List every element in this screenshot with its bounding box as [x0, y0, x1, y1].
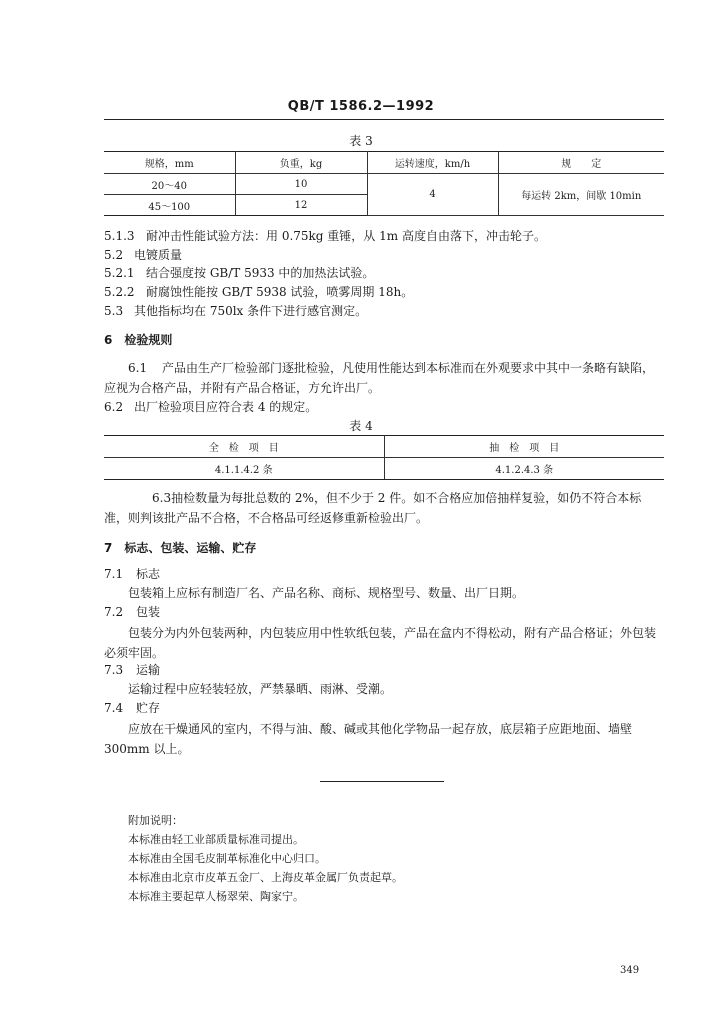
note-line: 本标准由全国毛皮制革标准化中心归口。 — [128, 852, 326, 865]
clause-number: 6.3 — [152, 491, 172, 505]
table3-header-spec: 规格，mm — [104, 152, 235, 174]
clause-6-1 — [104, 358, 664, 398]
clause-text: 出厂检验项目应符合表 4 的规定。 — [134, 400, 318, 414]
clause-title: 贮存 — [136, 701, 161, 715]
table3-caption: 表 3 — [349, 134, 373, 148]
clause-5-2-1 — [104, 265, 664, 281]
section-6-title: 6 检验规则 — [104, 333, 173, 347]
clause-number: 5.2.2 — [104, 285, 135, 299]
notes-title: 附加说明： — [128, 814, 183, 827]
table4-caption: 表 4 — [349, 419, 373, 433]
table3-cell-load: 12 — [235, 195, 367, 216]
table4-header-full-inspection: 全 检 项 目 — [104, 436, 384, 458]
clause-7-1-heading — [104, 566, 664, 582]
page-number: 349 — [620, 965, 640, 976]
clause-number: 5.2 — [104, 248, 124, 262]
note-line: 本标准由轻工业部质量标准司提出。 — [128, 833, 304, 846]
clause-7-3-text: 运输过程中应轻装轻放，严禁暴晒、雨淋、受潮。 — [128, 682, 393, 696]
clause-7-4-text — [104, 719, 664, 759]
clause-text: 电镀质量 — [134, 248, 183, 262]
clause-5-1-3 — [104, 228, 664, 244]
clause-5-3 — [104, 303, 664, 319]
table4-header-sampling: 抽 检 项 目 — [384, 436, 664, 458]
table4 — [104, 435, 664, 480]
clause-5-2-2 — [104, 284, 664, 300]
clause-number: 7.2 — [104, 605, 124, 619]
clause-number: 5.2.1 — [104, 266, 135, 280]
clause-text: 包装分为内外包装两种，内包装应用中性软纸包装，产品在盒内不得松动，附有产品合格证；外包装必须牢固。 — [104, 626, 657, 660]
clause-text: 耐冲击性能试验方法：用 0.75kg 重锤，从 1m 高度自由落下，冲击轮子。 — [146, 229, 546, 243]
table4-cell-full-inspection: 4.1.1.4.2 条 — [104, 458, 384, 480]
table3-header-load: 负重，kg — [235, 152, 367, 174]
section-7-title: 7 标志、包装、运输、贮存 — [104, 541, 257, 555]
clause-7-1-text: 包装箱上应标有制造厂名、产品名称、商标、规格型号、数量、出厂日期。 — [128, 586, 525, 600]
clause-7-2-text — [104, 623, 664, 663]
clause-title: 包装 — [136, 605, 161, 619]
table3-cell-speed: 4 — [367, 174, 498, 216]
table3-cell-rule: 每运转 2km，间歇 10min — [498, 174, 664, 216]
standard-code-header: QB/T 1586.2—1992 — [287, 99, 435, 114]
clause-5-2 — [104, 247, 664, 263]
clause-text: 其他指标均在 750lx 条件下进行感官测定。 — [134, 304, 368, 318]
clause-text: 抽检数量为每批总数的 2%，但不少于 2 件。如不合格应加倍抽样复验，如仍不符合本标准，则判该批产品不合格，不合格品可经返修重新检验出厂。 — [104, 491, 642, 525]
clause-6-2 — [104, 399, 664, 415]
note-line: 本标准由北京市皮革五金厂、上海皮革金属厂负责起草。 — [128, 871, 403, 884]
note-line: 本标准主要起草人杨翠荣、陶家宁。 — [128, 890, 304, 903]
table3-cell-spec: 20～40 — [104, 174, 235, 195]
table3 — [104, 151, 664, 216]
clause-text: 耐腐蚀性能按 GB/T 5938 试验，喷雾周期 18h。 — [146, 285, 414, 299]
clause-7-4-heading — [104, 700, 664, 716]
header-rule — [104, 119, 664, 120]
clause-number: 5.3 — [104, 304, 124, 318]
clause-text: 应放在干燥通风的室内，不得与油、酸、碱或其他化学物品一起存放，底层箱子应距地面、墙壁 300mm 以上。 — [104, 722, 633, 756]
end-rule — [320, 781, 444, 782]
table3-cell-spec: 45～100 — [104, 195, 235, 216]
clause-7-2-heading — [104, 604, 664, 620]
clause-text: 产品由生产厂检验部门逐批检验，凡使用性能达到本标准而在外观要求中其中一条略有缺陷，应视为合格产品，并附有产品合格证，方允许出厂。 — [104, 361, 655, 395]
table4-cell-sampling: 4.1.2.4.3 条 — [384, 458, 664, 480]
clause-number: 6.2 — [104, 400, 124, 414]
table3-cell-load: 10 — [235, 174, 367, 195]
clause-text: 结合强度按 GB/T 5933 中的加热法试验。 — [146, 266, 375, 280]
clause-number: 7.3 — [104, 663, 124, 677]
clause-number: 7.4 — [104, 701, 124, 715]
clause-number: 6.1 — [128, 361, 148, 375]
clause-6-3 — [104, 488, 664, 528]
clause-title: 运输 — [136, 663, 161, 677]
clause-title: 标志 — [136, 567, 161, 581]
clause-7-3-heading — [104, 662, 664, 678]
clause-number: 5.1.3 — [104, 229, 135, 243]
clause-number: 7.1 — [104, 567, 124, 581]
table3-header-speed: 运转速度，km/h — [367, 152, 498, 174]
table3-header-rule: 规 定 — [498, 152, 664, 174]
